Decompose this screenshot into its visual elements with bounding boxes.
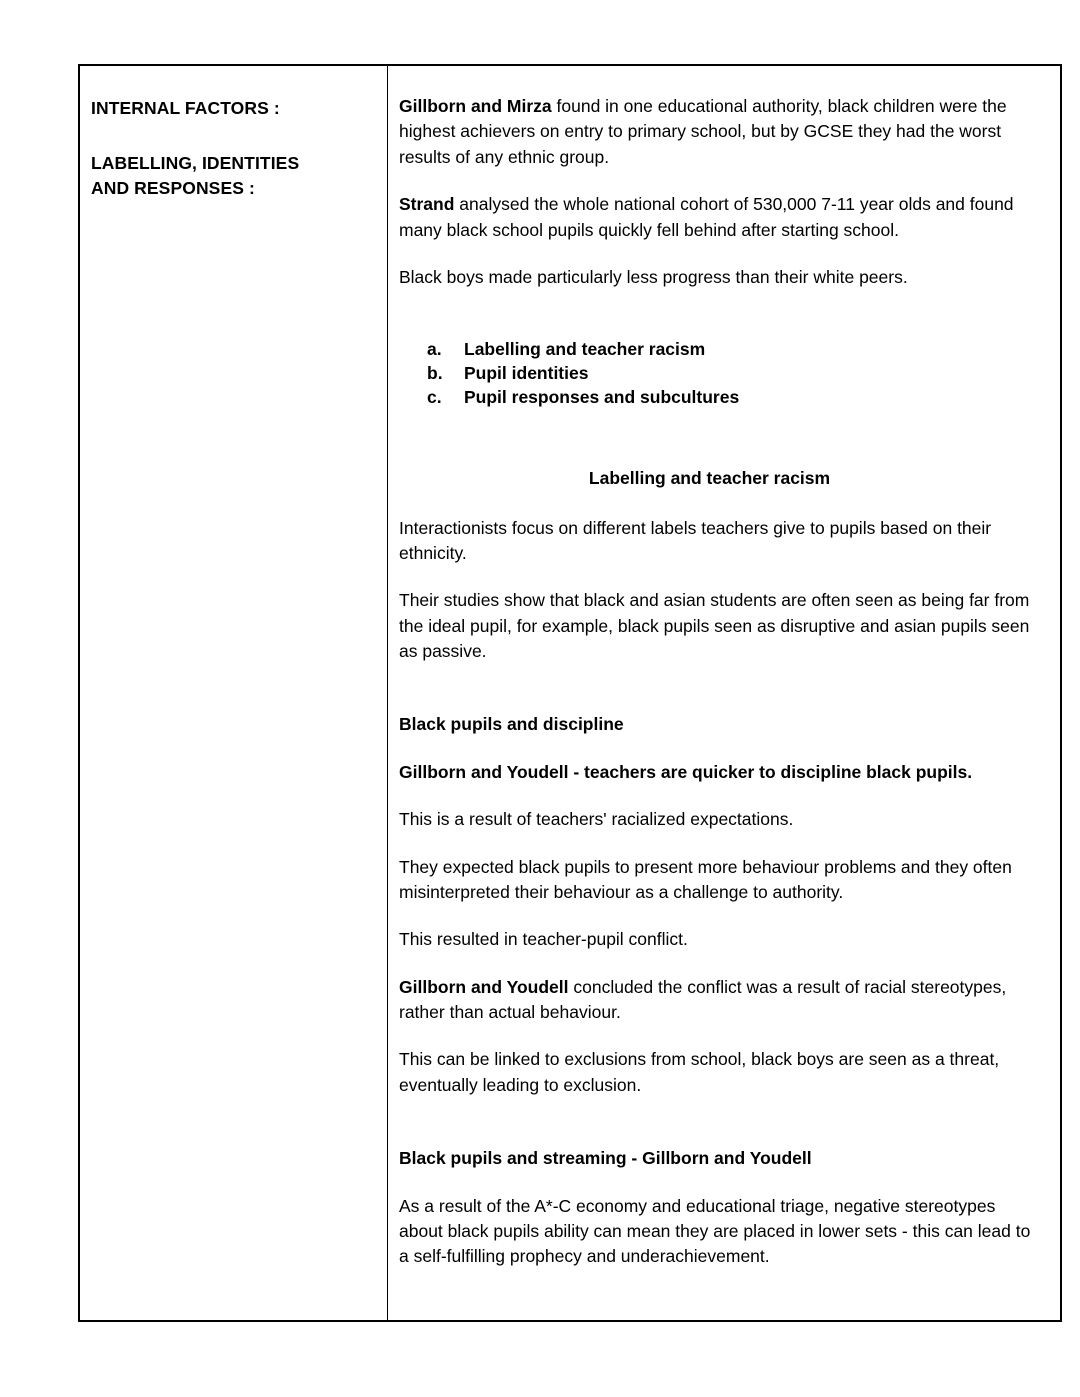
paragraph-interactionists: Interactionists focus on different labels teachers give to pupils based on their ethnicity. [399, 517, 992, 563]
gillborn-youdell-label: Gillborn and Youdell [399, 976, 569, 997]
strand-label: Strand [399, 194, 455, 215]
list-item [427, 386, 1038, 410]
pre-heading-spacer [399, 432, 1038, 466]
paragraph-gillborn-mirza [399, 94, 1038, 170]
list-item-label: Pupil identities [464, 363, 589, 384]
paragraph-teacher-pupil-conflict: This resulted in teacher-pupil conflict. [399, 929, 688, 950]
gillborn-mirza-text: found in one educational authority, black children were the highest achievers on entry to primary school, but by GCSE they had the worst results of any ethnic group. [399, 96, 1007, 167]
list-top-spacer [399, 312, 1038, 338]
list-item-label: Labelling and teacher racism [464, 339, 706, 360]
heading-labelling-and-teacher-racism: Labelling and teacher racism [588, 468, 831, 489]
labelling-identities-heading-line2: AND RESPONSES : [91, 177, 255, 198]
paragraph-exclusions: This can be linked to exclusions from school, black boys are seen as a threat, eventually leading to exclusion. [399, 1049, 1000, 1095]
gillborn-mirza-label: Gillborn and Mirza [399, 96, 552, 116]
paragraph-they-expected: They expected black pupils to present more behaviour problems and they often misinterpreted their behaviour as a challenge to authority. [399, 856, 1012, 902]
notes-table [78, 64, 1062, 1322]
list-marker: c. [427, 387, 442, 408]
paragraph-gillborn-youdell-discipline: Gillborn and Youdell - teachers are quicker to discipline black pupils. [399, 761, 973, 782]
list-item [427, 362, 1038, 386]
paragraph-strand [399, 192, 1038, 243]
list-item [427, 338, 1038, 362]
factors-list [399, 338, 1038, 410]
labelling-identities-heading-line1: LABELLING, IDENTITIES [91, 152, 300, 173]
paragraph-gillborn-youdell-concluded [399, 975, 1038, 1026]
paragraph-black-boys-progress: Black boys made particularly less progress than their white peers. [399, 266, 908, 287]
table-row [79, 65, 1061, 1321]
paragraph-their-studies: Their studies show that black and asian students are often seen as being far from the ideal pupil, for example, black pupils seen as disruptive and asian pupils seen as passive. [399, 590, 1030, 662]
strand-text: analysed the whole national cohort of 530,000 7-11 year olds and found many black school pupils quickly fell behind after starting school. [399, 194, 1014, 240]
table-cell-topic-column [79, 65, 388, 1321]
table-cell-content-column [388, 65, 1062, 1321]
pre-streaming-spacer [399, 1120, 1038, 1146]
list-marker: a. [427, 339, 442, 360]
list-marker: b. [427, 363, 443, 384]
list-item-label: Pupil responses and subcultures [464, 387, 740, 408]
heading-black-pupils-and-streaming: Black pupils and streaming - Gillborn and Youdell [399, 1148, 812, 1169]
internal-factors-heading: INTERNAL FACTORS : [91, 98, 280, 118]
pre-discipline-spacer [399, 686, 1038, 712]
gillborn-youdell-concluded-text: concluded the conflict was a result of racial stereotypes, rather than actual behaviour. [399, 976, 1007, 1023]
paragraph-racialized-expectations: This is a result of teachers' racialized expectations. [399, 809, 794, 830]
paragraph-ac-economy: As a result of the A*-C economy and educational triage, negative stereotypes about black pupils ability can mean they are placed in lower sets - this can lead to a self-fulfilling prophecy and underachievement. [399, 1195, 1031, 1267]
heading-black-pupils-and-discipline: Black pupils and discipline [399, 714, 624, 735]
heading-gap [91, 121, 375, 151]
